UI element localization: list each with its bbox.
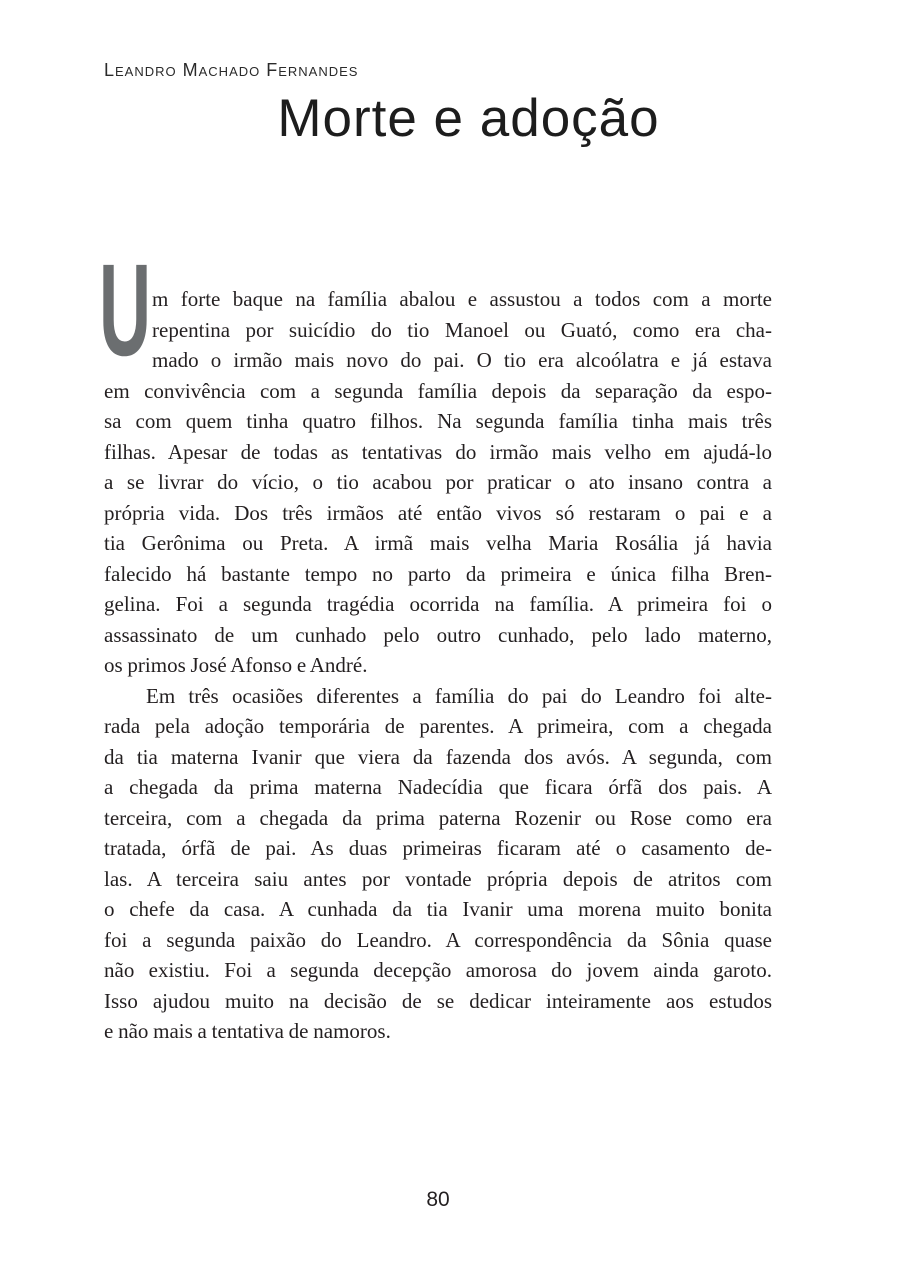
drop-cap-letter: U: [99, 236, 152, 383]
paragraph-2: [104, 681, 772, 1047]
text-line: a se livrar do vício, o tio acabou por praticar o ato insano contra a: [104, 470, 772, 494]
text-line: não existiu. Foi a segunda decepção amorosa do jovem ainda garoto.: [104, 958, 772, 982]
drop-cap: [99, 236, 152, 383]
text-line: filhas. Apesar de todas as tentativas do irmão mais velho em ajudá-lo: [104, 439, 772, 464]
running-header-author: Leandro Machado Fernandes: [104, 60, 359, 80]
text-line: Em três ocasiões diferentes a família do pai do Leandro foi alte-: [146, 683, 772, 708]
text-line: repentina por suicídio do tio Manoel ou Guató, como era cha-: [152, 317, 772, 342]
text-line: da tia materna Ivanir que viera da fazenda dos avós. A segunda, com: [104, 744, 772, 769]
text-line: tratada, órfã de pai. As duas primeiras ficaram até o casamento de-: [104, 836, 772, 860]
chapter-body: [99, 236, 772, 1047]
paragraph-1: [104, 284, 772, 681]
text-line: foi a segunda paixão do Leandro. A correspondência da Sônia quase: [104, 927, 772, 952]
text-line: própria vida. Dos três irmãos até então vivos só restaram o pai e a: [104, 500, 772, 525]
text-line: sa com quem tinha quatro filhos. Na segunda família tinha mais três: [104, 409, 772, 433]
text-line: o chefe da casa. A cunhada da tia Ivanir uma morena muito bonita: [104, 897, 772, 921]
text-line: las. A terceira saiu antes por vontade própria depois de atritos com: [104, 866, 772, 891]
page-number: 80: [426, 1188, 450, 1211]
text-line: em convivência com a segunda família depois da separação da espo-: [104, 378, 772, 403]
text-line: terceira, com a chegada da prima paterna Rozenir ou Rose como era: [104, 805, 772, 830]
chapter-title: Morte e adoção: [277, 89, 660, 148]
text-line: tia Gerônima ou Preta. A irmã mais velha Maria Rosália já havia: [104, 531, 772, 555]
text-line: falecido há bastante tempo no parto da primeira e única filha Bren-: [104, 561, 772, 586]
text-line: mado o irmão mais novo do pai. O tio era alcoólatra e já estava: [152, 348, 772, 372]
text-line: gelina. Foi a segunda tragédia ocorrida na família. A primeira foi o: [104, 592, 772, 616]
text-line: Isso ajudou muito na decisão de se dedicar inteiramente aos estudos: [104, 988, 772, 1013]
text-line: m forte baque na família abalou e assustou a todos com a morte: [152, 287, 772, 311]
text-line: rada pela adoção temporária de parentes. A primeira, com a chegada: [104, 714, 772, 738]
text-line: e não mais a tentativa de namoros.: [104, 1019, 391, 1043]
text-line: os primos José Afonso e André.: [104, 653, 368, 677]
text-line: assassinato de um cunhado pelo outro cunhado, pelo lado materno,: [104, 622, 772, 647]
text-line: a chegada da prima materna Nadecídia que ficara órfã dos pais. A: [104, 775, 772, 799]
